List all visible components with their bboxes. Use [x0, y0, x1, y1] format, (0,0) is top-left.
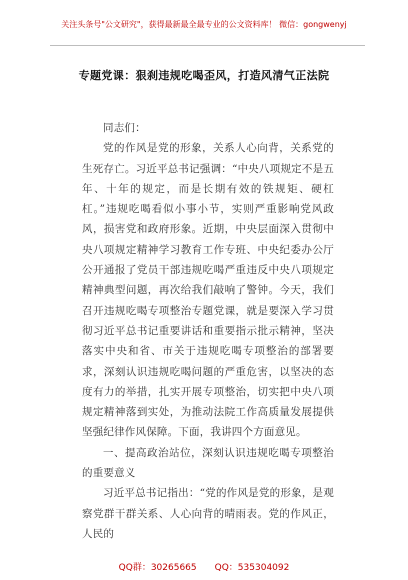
footer-qq-number: QQ：535304092 [214, 563, 290, 573]
header-divider [50, 45, 365, 46]
document-body [82, 118, 334, 544]
footer-qq-group: QQ群：30265665 [118, 563, 197, 573]
body-paragraph: 党的作风是党的形象，关系人心向背，关系党的生死存亡。习近平总书记强调：“中央八项规定不是五年、十年的规定，而是长期有效的铁规矩、硬杠杠。”违规吃喝看似小事小节，实则严重影响党风政风，损害党和政府形象。近期，中央层面深入贯彻中央八项规定精神学习教育工作专班、中央纪委办公厅公开通报了党员干部违规吃喝严重违反中央八项规定精神典型问题，再次给我们敲响了警钟。今天，我们召开违规吃喝专项整治专题党课，就是要深入学习贯彻习近平总书记重要讲话和重要指示批示精神，坚决落实中央和省、市关于违规吃喝专项整治的部署要求，深刻认识违规吃喝问题的严重危害，以坚决的态度有力的举措，扎实开展专项整治，切实把中央八项规定精神落到实处，为推动法院工作高质量发展提供坚强纪律作风保障。下面，我讲四个方面意见。 [82, 142, 334, 439]
footer-contact [0, 560, 408, 573]
header-banner[interactable]: 关注头条号"公文研究"，获得最新最全最专业的公文资料库！ 微信：gongwenyj [61, 20, 347, 29]
body-paragraph: 习近平总书记指出：“党的作风是党的形象，是观察党群干群关系、人心向背的晴雨表。党的作风正，人民的 [82, 487, 334, 540]
document-title: 专题党课：狠刹违规吃喝歪风，打造风清气正法院 [78, 69, 330, 82]
greeting: 同志们： [103, 122, 146, 134]
section-heading: 一、提高政治站位，深刻认识违规吃喝专项整治的重要意义 [82, 446, 334, 480]
